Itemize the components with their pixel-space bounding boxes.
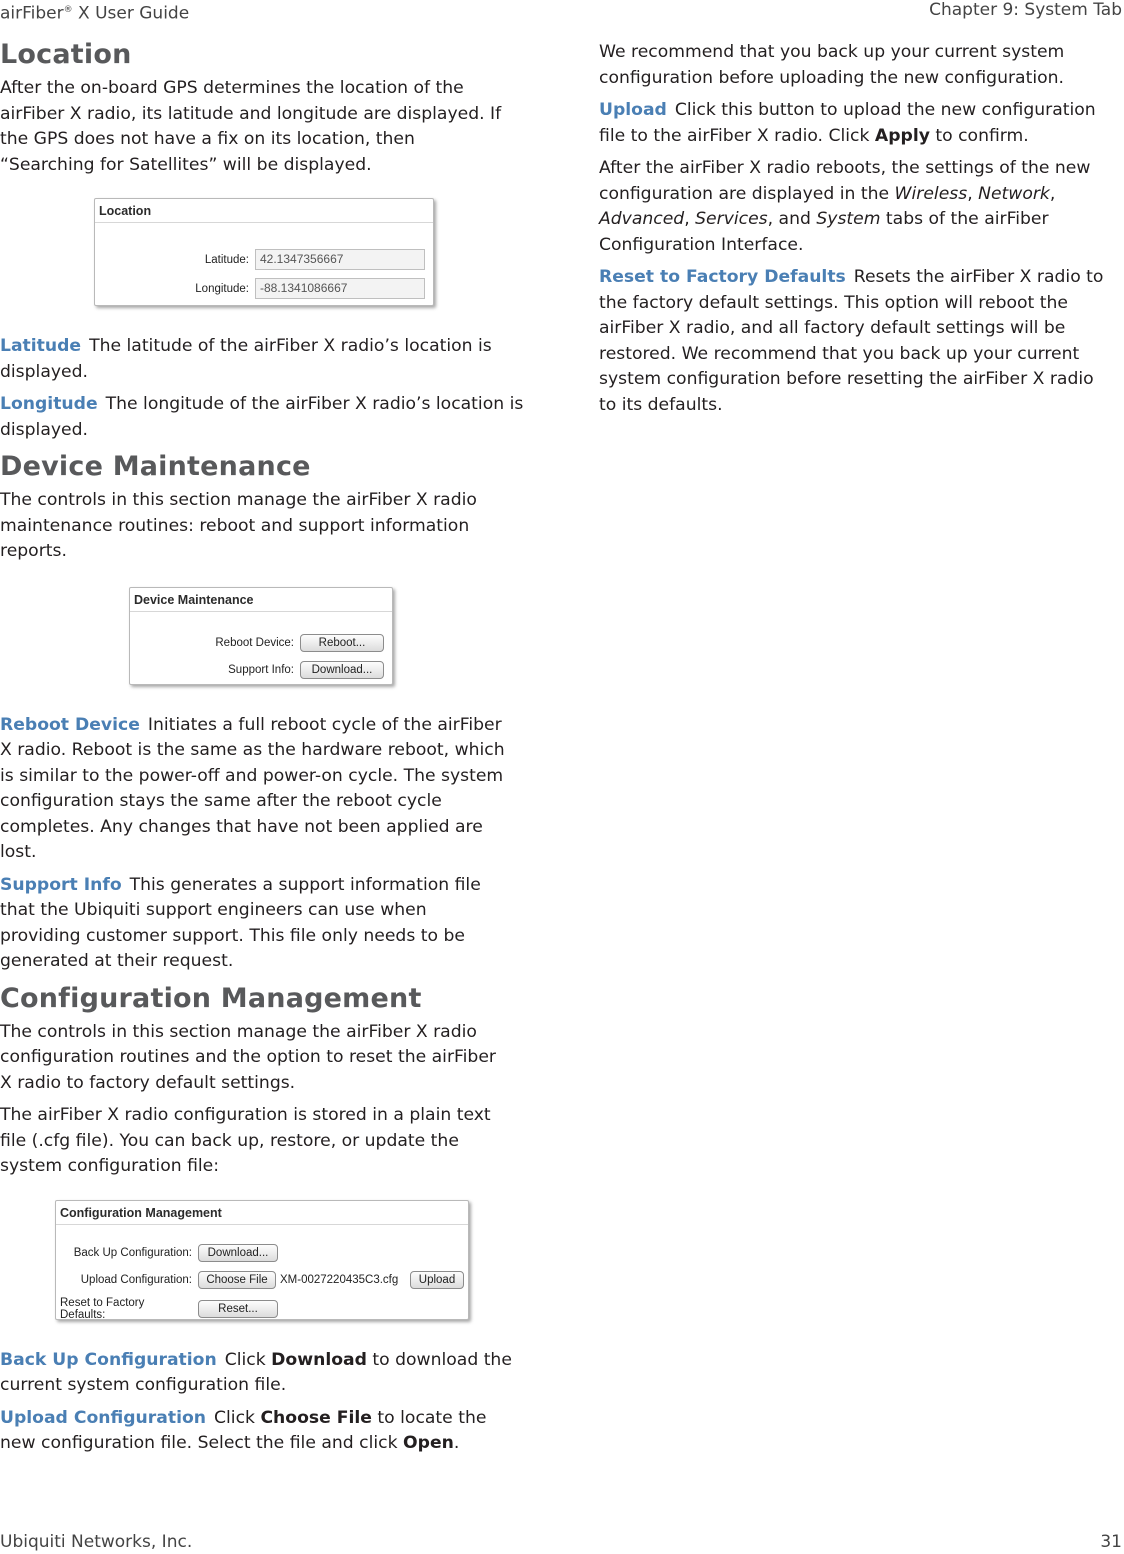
reboot-device-term: Reboot Device xyxy=(0,714,140,735)
longitude-term: Longitude xyxy=(0,394,98,414)
reboot-button[interactable]: Reboot... xyxy=(300,634,384,652)
location-heading: Location xyxy=(0,39,132,70)
upload-configuration-definition: Upload Configuration Click Choose File to locate the new configuration file. Select the file and click Open. xyxy=(0,1407,487,1453)
support-info-label: Support Info: xyxy=(228,663,294,676)
reset-factory-defaults-label: Reset to Factory Defaults: xyxy=(60,1296,145,1321)
support-info-term: Support Info xyxy=(0,874,122,895)
reset-factory-defaults-term: Reset to Factory Defaults xyxy=(599,267,846,287)
support-download-button[interactable]: Download... xyxy=(300,661,384,679)
backup-configuration-term: Back Up Configuration xyxy=(0,1349,217,1370)
backup-configuration-definition: Back Up Configuration Click Download to download the current system configuration file. xyxy=(0,1349,512,1395)
after-reboot-paragraph: After the airFiber X radio reboots, the settings of the new configuration are displayed in the Wireless, Network, Advanced, Services, and System tabs of the airFiber Configuration Interface. xyxy=(599,158,1091,255)
location-panel xyxy=(94,198,434,306)
configuration-management-intro-2: The airFiber X radio configuration is stored in a plain text file (.cfg file). You can back up, restore, or update the system configuration file: xyxy=(0,1105,491,1176)
reboot-device-definition: Reboot Device Initiates a full reboot cycle of the airFiber X radio. Reboot is the same as the hardware reboot, which is similar to the power-off and power-on cycle. The system configuration stays the same after the reboot cycle completes. Any changes that have not been applied are lost. xyxy=(0,714,505,862)
upload-term: Upload xyxy=(599,100,667,120)
right-column xyxy=(599,40,1121,425)
support-info-definition: Support Info This generates a support information file that the Ubiquiti support engineers can use when providing customer support. This file only needs to be generated at their request. xyxy=(0,874,481,971)
reset-button[interactable]: Reset... xyxy=(198,1300,278,1318)
configuration-management-heading: Configuration Management xyxy=(0,982,422,1014)
longitude-definition: Longitude The longitude of the airFiber X radio’s location is displayed. xyxy=(0,394,524,440)
device-maintenance-heading: Device Maintenance xyxy=(0,451,311,482)
upload-button[interactable]: Upload xyxy=(410,1271,464,1289)
location-intro: After the on-board GPS determines the location of the airFiber X radio, its latitude and longitude are displayed. If the GPS does not have a fix on its location, then “Searching for Satellites” will be displayed. xyxy=(0,78,502,175)
upload-configuration-label: Upload Configuration: xyxy=(80,1273,192,1286)
running-header-left: airFiber® X User Guide xyxy=(0,3,190,24)
configuration-management-figure xyxy=(55,1200,469,1320)
latitude-term: Latitude xyxy=(0,336,82,356)
page-number: 31 xyxy=(1100,1532,1122,1552)
location-panel-title: Location xyxy=(95,199,433,223)
device-maintenance-panel xyxy=(129,587,393,685)
reboot-device-label: Reboot Device: xyxy=(215,636,294,649)
latitude-field: 42.1347356667 xyxy=(255,249,425,270)
upload-definition: Upload Click this button to upload the new configuration file to the airFiber X radio. Click Apply to confirm. xyxy=(599,100,1096,146)
location-figure xyxy=(94,198,434,306)
backup-download-button[interactable]: Download... xyxy=(198,1244,278,1262)
device-maintenance-intro: The controls in this section manage the airFiber X radio maintenance routines: reboot and support information reports. xyxy=(0,490,477,561)
configuration-management-intro-1: The controls in this section manage the airFiber X radio configuration routines and the option to reset the airFiber X radio to factory default settings. xyxy=(0,1021,496,1093)
latitude-label: Latitude: xyxy=(204,253,249,266)
configuration-management-panel xyxy=(55,1200,469,1320)
reset-factory-defaults-definition: Reset to Factory Defaults Resets the airFiber X radio to the factory default settings. This option will reboot the airFiber X radio, and all factory default settings will be restored. We recommend that you back up your current system configuration before resetting the airFiber X radio to its defaults. xyxy=(599,267,1104,415)
configuration-management-panel-title: Configuration Management xyxy=(56,1201,468,1225)
backup-configuration-label: Back Up Configuration: xyxy=(73,1246,192,1259)
running-header-right: Chapter 9: System Tab xyxy=(929,0,1122,20)
latitude-definition: Latitude The latitude of the airFiber X radio’s location is displayed. xyxy=(0,336,492,382)
longitude-field: -88.1341086667 xyxy=(255,278,425,299)
selected-file-name: XM-0027220435C3.cfg xyxy=(280,1273,399,1286)
device-maintenance-figure xyxy=(129,587,393,685)
longitude-label: Longitude: xyxy=(195,282,249,295)
device-maintenance-panel-title: Device Maintenance xyxy=(130,588,392,612)
backup-recommendation: We recommend that you back up your current system configuration before uploading the new configuration. xyxy=(599,42,1065,88)
left-column xyxy=(0,38,528,1464)
footer-company: Ubiquiti Networks, Inc. xyxy=(0,1532,193,1552)
choose-file-button[interactable]: Choose File xyxy=(198,1271,276,1289)
upload-configuration-term: Upload Configuration xyxy=(0,1407,207,1428)
